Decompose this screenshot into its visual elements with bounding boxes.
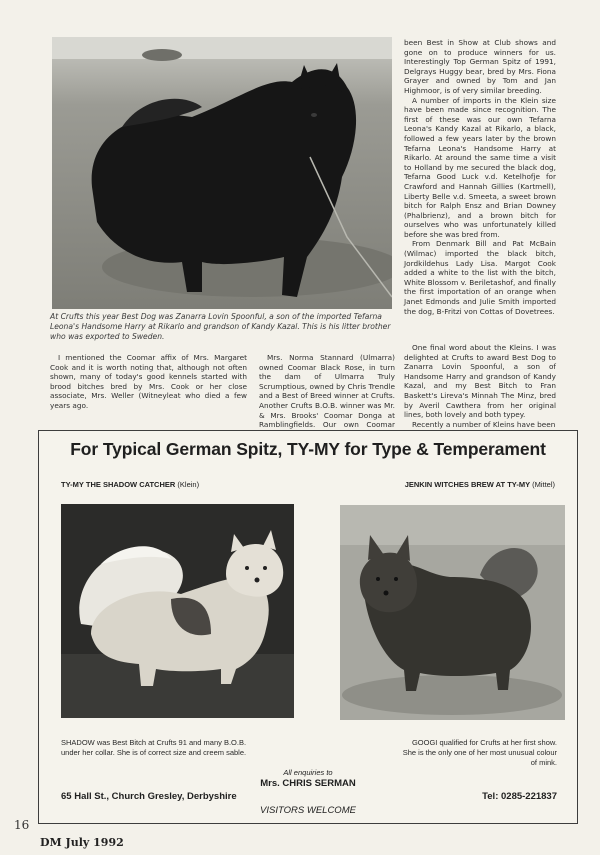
right-dog-blurb: GOOGI qualified for Crufts at her first show. She is the only one of her most unusual colour of mink.: [402, 738, 557, 767]
enquiries-label: All enquiries to: [283, 768, 333, 777]
right-dog-variety: (Mittel): [532, 480, 555, 489]
left-dog-photo: [61, 504, 294, 718]
left-dog-name: [61, 480, 199, 489]
publication-footer: DM July 1992: [40, 836, 124, 849]
article-paragraph: A number of imports in the Klein size have been made since recognition. The first of these was our own Tefarna Leona's Kandy Kazal at Rikarlo, a black, followed a few years later by the brown Tefarna Leona's Handsome Harry at Rikarlo. At around the same time a visit to Holland by me secured the black dog, Tefarna Good Luck v.d. Ketelhofje for Crawford and Hannah Gillies (Kartmell), Liberty Belle v.d. Smeeta, a sweet brown bitch for Ralph Ensz and Brian Downey (Phalbrienz), and a brown bitch for ourselves who was unfortunately killed before she was bred from.: [404, 95, 556, 239]
article-far-right-column: [404, 343, 556, 429]
main-photo-caption: At Crufts this year Best Dog was Zanarra Lovin Spoonful, a son of the imported Tefarna Leona's Handsome Harry at Rikarlo and grandson of Kandy Kazal. This is his litter brother who was exported to Sweden.: [50, 312, 391, 341]
contact-name: Mrs. CHRIS SERMAN: [260, 778, 356, 789]
contact-address: 65 Hall St., Church Gresley, Derbyshire: [61, 791, 237, 802]
article-paragraph: One final word about the Kleins. I was delighted at Crufts to award Best Dog to Zanarra Lovin Spoonful, a son of Handsome Harry and grandson of Kandy Kazal, and my Best Bitch to Fran Baskett's Lireva's Minnah The Minz, bred by Averil Cawthera from her original lines, both lovely and both typey.: [404, 343, 556, 420]
contact-telephone: Tel: 0285-221837: [482, 791, 557, 802]
article-paragraph: Mrs. Norma Stannard (Ulmarra) owned Coomar Black Rose, in turn the dam of Ulmarra Truly Scrumptious, owned by Chris Trendle and a Best of Breed winner at Crufts. Another Crufts B.O.B. winner was Mr. & Mrs. Brooks' Coomar Donga at Ramblingfields. Our own Coomar: [259, 353, 395, 430]
article-paragraph: I mentioned the Coomar affix of Mrs. Margaret Cook and it is worth noting that, although not often shown, many of today's good kennels started with brood bitches bred by Mrs. Cook or her close associate, Mrs. Weller (Witneyleat who died a few years ago.: [50, 353, 247, 410]
ad-headline: For Typical German Spitz, TY-MY for Type & Temperament: [70, 439, 546, 459]
article-left-column: [50, 353, 247, 411]
right-dog-name: [405, 480, 555, 489]
article-paragraph: been Best in Show at Club shows and gone on to produce winners for us. Interestingly Top German Spitz of 1991, Delgrays Huggy bear, bred by Mrs. Fiona Grayer and owned by Tom and Jan Highmoor, is of very similar breeding.: [404, 38, 556, 95]
article-paragraph: From Denmark Bill and Pat McBain (Wilmac) imported the black bitch, Jordkildehus Lady Lisa. Margot Cook added a white to the list with the bitch, White Blossom v. Beriletashof, and finally the first importation of an orange when Janet Edmonds and Julie Smith imported the dog, B-Fritzi von Cottas of Dovetrees.: [404, 239, 556, 316]
article-middle-column: [259, 353, 395, 439]
article-paragraph: Recently a number of Kleins have been: [412, 419, 556, 429]
visitors-welcome: VISITORS WELCOME: [260, 805, 356, 816]
left-dog-variety: (Klein): [177, 480, 200, 489]
left-dog-name-text: TY-MY THE SHADOW CATCHER: [61, 480, 176, 489]
right-dog-photo: [340, 505, 565, 720]
right-dog-name-text: JENKIN WITCHES BREW AT TY-MY: [404, 480, 530, 489]
page-number: 16: [14, 818, 30, 832]
advertisement-box: [38, 430, 578, 824]
main-dog-photo: [52, 37, 392, 309]
article-right-column: [404, 38, 556, 316]
left-dog-blurb: SHADOW was Best Bitch at Crufts 91 and many B.O.B. under her collar. She is of correct size and creem sable.: [61, 738, 247, 757]
